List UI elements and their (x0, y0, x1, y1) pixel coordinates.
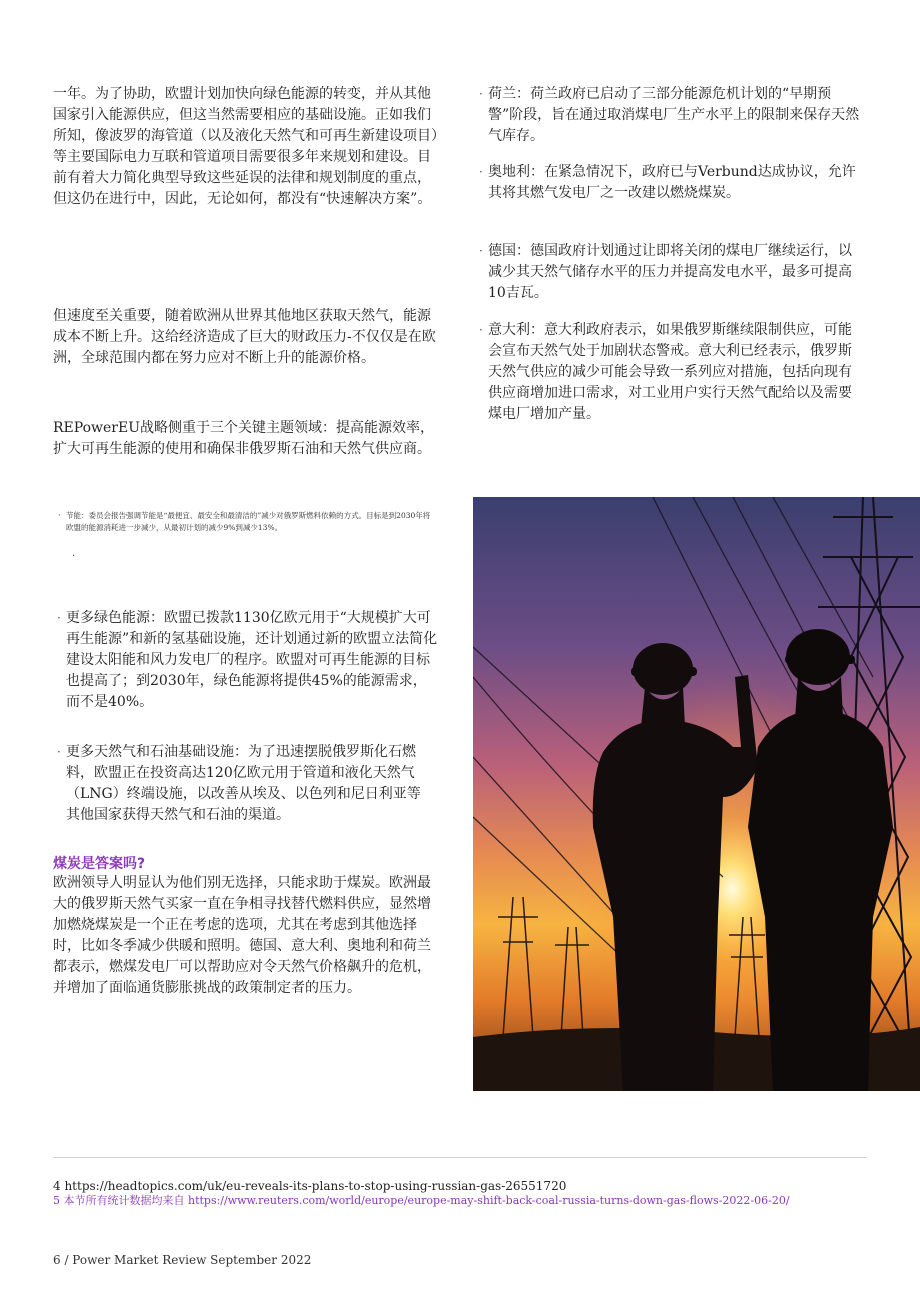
footnote-5: 5 本节所有统计数据均来自 https://www.reuters.com/world/europe/europe-may-shift-back-coal-russia-turns-down-gas-flows-2022-06-20/ (53, 1194, 790, 1207)
stray-dot: . (72, 548, 76, 559)
page-footer: 6 / Power Market Review September 2022 (53, 1253, 312, 1267)
speed-paragraph: 但速度至关重要，随着欧洲从世界其他地区获取天然气，能源成本不断上升。这给经济造成了巨大的财政压力-不仅仅是在欧洲，全球范围内都在努力应对不断上升的能源价格。 (53, 308, 436, 366)
repowereu-paragraph: REPowerEU战略侧重于三个关键主题领域：提高能源效率，扩大可再生能源的使用和确保非俄罗斯石油和天然气供应商。 (53, 420, 435, 457)
bullet-netherlands-text: 荷兰：荷兰政府已启动了三部分能源危机计划的“早期预警”阶段，旨在通过取消煤电厂生产水平上的限制来保存天然气库存。 (488, 86, 860, 144)
bullet-gas-infrastructure (57, 742, 434, 826)
coal-paragraph: 欧洲领导人明显认为他们别无选择，只能求助于煤炭。欧洲最大的俄罗斯天然气买家一直在争相寻找替代燃料供应，显然增加燃烧煤炭是一个正在考虑的选项，尤其在考虑到其他选择时，比如冬季减少供暖和照明。德国、意大利、奥地利和荷兰都表示，燃煤发电厂可以帮助应对令天然气价格飙升的危机，并增加了面临通货膨胀挑战的政策制定者的压力。 (53, 875, 431, 996)
intro-paragraph: 一年。为了协助，欧盟计划加快向绿色能源的转变，并从其他国家引入能源供应，但这当然需要相应的基础设施。正如我们所知，像波罗的海管道（以及液化天然气和可再生新建设项目）等主要国际电力互联和管道项目需要很多年来规划和建设。目前有着大力简化典型导致这些延误的法律和规划制度的重点，但这仍在进行中，因此，无论如何，都没有“快速解决方案”。 (53, 86, 438, 207)
bullet-netherlands (479, 84, 860, 147)
photo-illustration (473, 497, 920, 1091)
bullet-austria (479, 162, 860, 204)
bullet-dot: · (479, 323, 483, 337)
bullet-dot: · (479, 244, 483, 258)
bullet-germany (479, 241, 860, 304)
bullet-germany-text: 德国：德国政府计划通过让即将关闭的煤电厂继续运行，以减少其天然气储存水平的压力并提高发电水平，最多可提高10吉瓦。 (488, 243, 852, 301)
bullet-italy-text: 意大利：意大利政府表示，如果俄罗斯继续限制供应，可能会宣布天然气处于加剧状态警戒。意大利已经表示，俄罗斯天然气供应的减少可能会导致一系列应对措施，包括向现有供应商增加进口需求，对工业用户实行天然气配给以及需要煤电厂增加产量。 (488, 322, 852, 422)
bullet-austria-text: 奥地利：在紧急情况下，政府已与Verbund达成协议，允许其将其燃气发电厂之一改建以燃烧煤炭。 (488, 164, 856, 201)
footnote-divider (53, 1157, 867, 1158)
bullet-dot: · (58, 511, 61, 521)
energy-saving-note-text: 节能：委员会报告强调节能是“最便宜、最安全和最清洁的”减少对俄罗斯燃料依赖的方式。目标是到2030年将欧盟的能源消耗进一步减少，从最初计划的减少9%到减少13%。 (66, 511, 431, 532)
bullet-dot: · (57, 611, 61, 625)
bullet-dot: · (479, 165, 483, 179)
bullet-dot: · (57, 745, 61, 759)
bullet-italy (479, 320, 860, 425)
section-heading-coal: 煤炭是答案吗? (53, 856, 146, 872)
bullet-green-energy (57, 608, 438, 713)
bullet-dot: · (479, 87, 483, 101)
bullet-green-energy-text: 更多绿色能源：欧盟已拨款1130亿欧元用于“大规模扩大可再生能源”和新的氢基础设施，还计划通过新的欧盟立法简化建设太阳能和风力发电厂的程序。欧盟对可再生能源的目标也提高了；到2030年，绿色能源将提供45%的能源需求，而不是40%。 (66, 610, 438, 710)
footnote-4: 4 https://headtopics.com/uk/eu-reveals-its-plans-to-stop-using-russian-gas-26551720 (53, 1179, 567, 1193)
engineers-sunset-photo (473, 497, 920, 1091)
bullet-gas-infrastructure-text: 更多天然气和石油基础设施：为了迅速摆脱俄罗斯化石燃料，欧盟正在投资高达120亿欧元用于管道和液化天然气（LNG）终端设施，以改善从埃及、以色列和尼日利亚等其他国家获得天然气和石油的渠道。 (66, 744, 421, 823)
energy-saving-note (58, 510, 436, 534)
